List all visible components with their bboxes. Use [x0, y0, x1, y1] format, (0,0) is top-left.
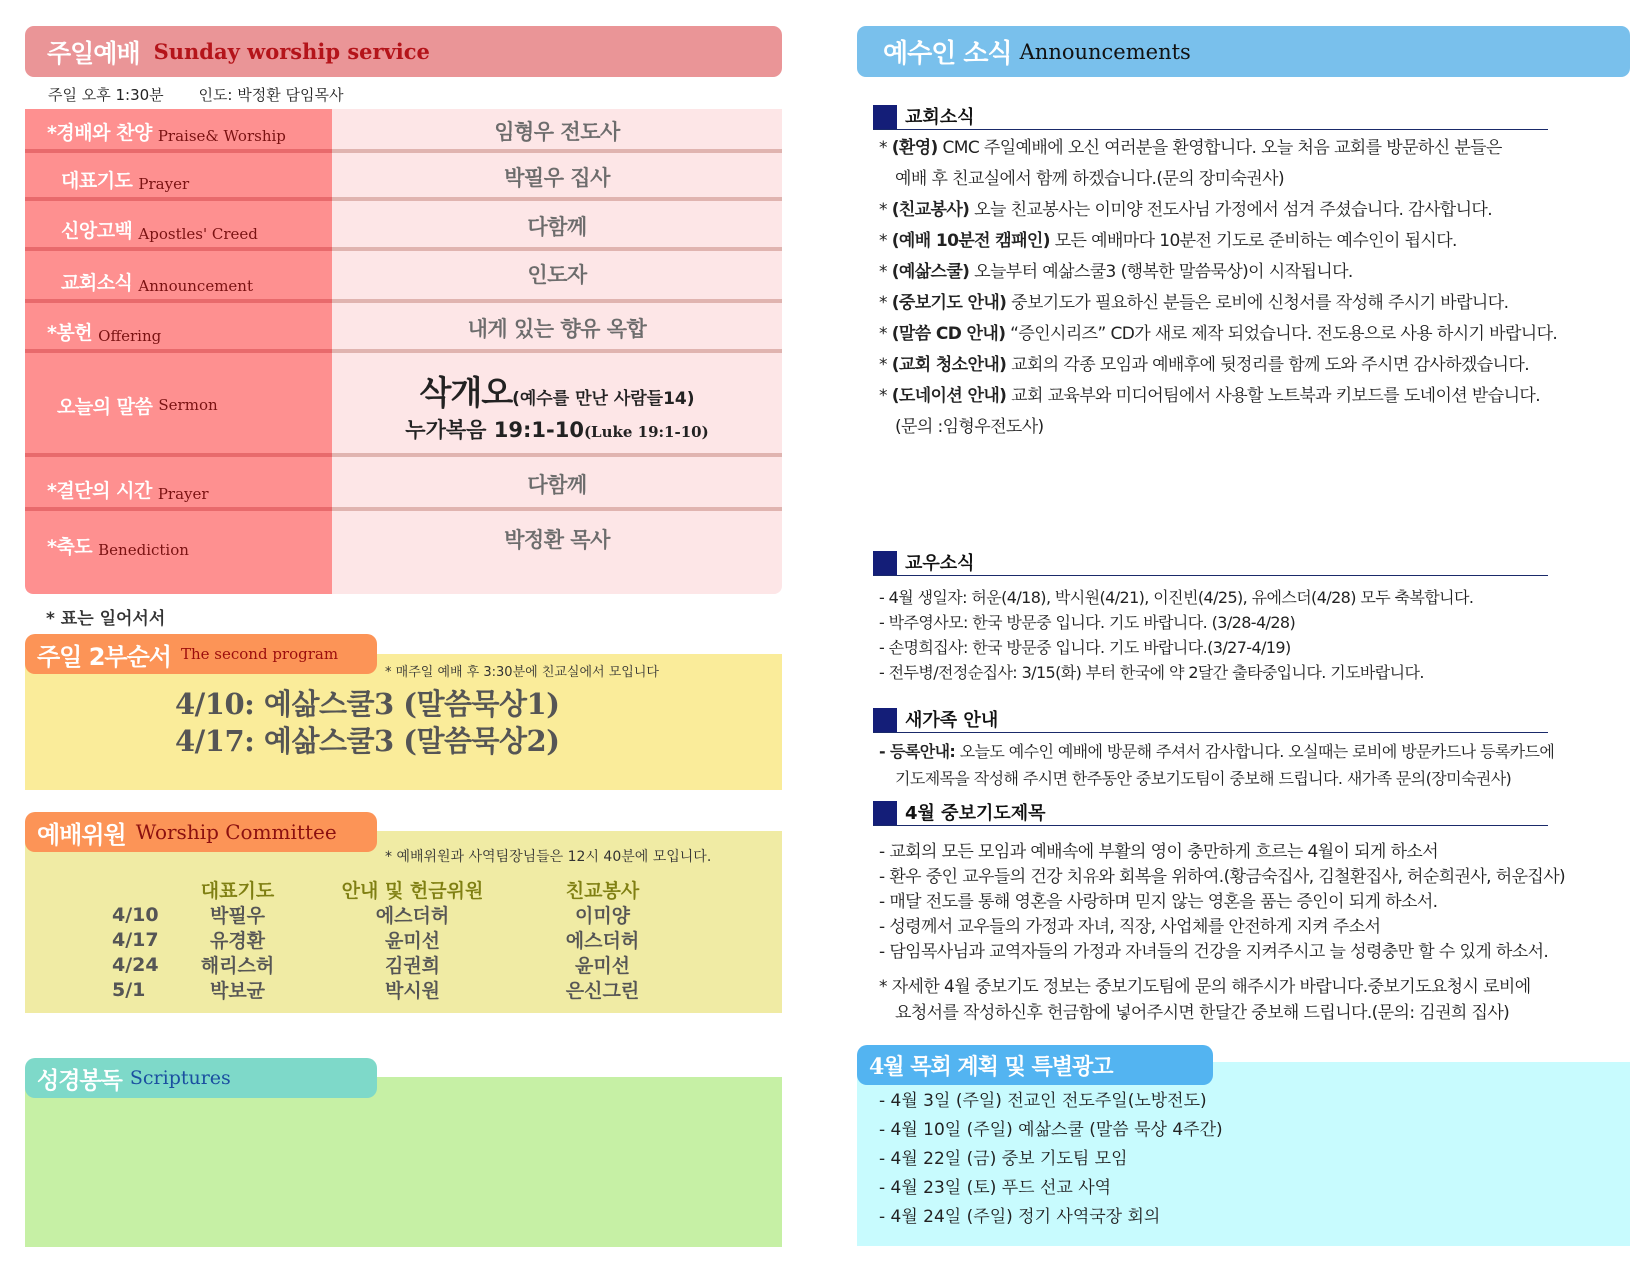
order-label: 교회소식 Announcement: [61, 272, 253, 295]
news-item-cont: 예배 후 친교실에서 함께 하겠습니다.(문의 장미숙권사): [895, 169, 1284, 189]
announcements-title-en: Announcements: [1019, 39, 1191, 64]
schedule-line: 4/10: 예삶스쿨3 (말씀묵상1): [175, 687, 560, 721]
order-label: 오늘의 말씀 Sermon: [57, 395, 218, 418]
worship-time: 주일 오후 1:30분: [48, 86, 164, 104]
news-item: * (중보기도 안내) 중보기도가 필요하신 분들은 로비에 신청서를 작성해 주시기 바랍니다.: [879, 293, 1509, 313]
prayer-note: * 자세한 4월 중보기도 정보는 중보기도팀에 문의 해주시가 바랍니다.중보기도요청시 로비에 요청서를 작성하신후 헌금함에 넣어주시면 한달간 중보해 드립니다.(문의: 김권희 집사): [879, 977, 1531, 1023]
church-news-list: [879, 133, 1557, 443]
announcements-title-ko: 예수인 소식: [883, 39, 1012, 69]
scripture-title-ko: 성경봉독: [37, 1067, 122, 1094]
section-square-icon: [873, 551, 897, 575]
section-square-icon: [873, 105, 897, 129]
order-label: 신앙고백 Apostles' Creed: [61, 220, 258, 243]
order-label: *결단의 시간 Prayer: [47, 480, 209, 503]
member-news-item: - 손명희집사: 한국 방문중 입니다. 기도 바랍니다.(3/27-4/19): [879, 638, 1291, 657]
order-label: *축도 Benediction: [47, 536, 189, 559]
prayer-item: - 환우 중인 교우들의 건강 치유와 회복을 위하여.(황금숙집사, 김철환집사, 허순희권사, 허운집사): [879, 867, 1566, 887]
order-value: 인도자: [527, 263, 587, 287]
new-family-title: 새가족 안내: [873, 709, 1548, 733]
news-item: * (예배 10분전 캠패인) 모든 예배마다 10분전 기도로 준비하는 예수인이 됩시다.: [879, 231, 1457, 251]
plan-item: - 4월 22일 (금) 중보 기도팀 모임: [879, 1149, 1128, 1169]
committee-tab: [25, 812, 377, 852]
news-item: * (예삶스쿨) 오늘부터 예삶스쿨3 (행복한 말씀묵상)이 시작됩니다.: [879, 262, 1353, 282]
prayer-list: [879, 840, 1565, 965]
second-program-tab: [25, 634, 377, 674]
order-value: 다함께: [527, 473, 587, 497]
plan-item: - 4월 3일 (주일) 전교인 전도주일(노방전도): [879, 1091, 1207, 1111]
committee-note: * 예배위원과 사역팀장님들은 12시 40분에 모입니다.: [385, 849, 712, 865]
member-news-title: 교우소식: [873, 552, 1548, 576]
prayer-item: - 성령께서 교우들의 가정과 자녀, 직장, 사업체를 안전하게 지켜 주소서: [879, 917, 1381, 937]
second-program-note: * 매주일 예배 후 3:30분에 친교실에서 모입니다: [385, 665, 659, 680]
second-program-title-ko: 주일 2부순서: [37, 642, 171, 671]
order-value: 임형우 전도사: [494, 120, 620, 144]
april-plan-tab: [857, 1045, 1213, 1085]
sermon-scripture: 누가복음 19:1-10: [405, 417, 584, 442]
sermon-title: 삭개오: [419, 372, 513, 412]
announcements-header: [857, 26, 1630, 77]
order-value: 박필우 집사: [504, 166, 610, 190]
committee-title-ko: 예배위원: [37, 820, 126, 849]
plan-item: - 4월 24일 (주일) 정기 사역국장 회의: [879, 1207, 1161, 1227]
order-row-announcement: [25, 251, 782, 303]
section-square-icon: [873, 708, 897, 732]
order-label: *경배와 찬양 Praise& Worship: [47, 122, 286, 145]
plan-item: - 4월 10일 (주일) 예삶스쿨 (말씀 묵상 4주간): [879, 1120, 1223, 1140]
prayer-item: - 매달 전도를 통해 영혼을 사랑하며 믿지 않는 영혼을 품는 증인이 되게 하소서.: [879, 892, 1438, 912]
plan-item: - 4월 23일 (토) 푸드 선교 사역: [879, 1178, 1112, 1198]
committee-table: [95, 877, 680, 1002]
news-item: * (친교봉사) 오늘 친교봉사는 이미양 전도사님 가정에서 섬겨 주셨습니다. 감사합니다.: [879, 200, 1493, 220]
news-item: * (말씀 CD 안내) “증인시리즈” CD가 새로 제작 되었습니다. 전도용으로 사용 하시기 바랍니다.: [879, 324, 1558, 344]
second-program-title-en: The second program: [180, 645, 339, 663]
order-row-offering: [25, 303, 782, 353]
new-family-text: - 등록안내: 오늘도 예수인 예배에 방문해 주셔서 감사합니다. 오실때는 로비에 방문카드나 등록카드에 기도제목을 작성해 주시면 한주동안 중보기도팀이 중보해 드립니다. 새가족 문의(장미숙권사): [879, 742, 1555, 788]
committee-title-en: Worship Committee: [135, 820, 337, 844]
order-row-creed: [25, 201, 782, 251]
worship-leader: 인도: 박정환 담임목사: [198, 86, 344, 104]
committee-row: 4/24 해리스허 김권희 윤미선: [112, 953, 631, 977]
member-news-item: - 전두병/전정순집사: 3/15(화) 부터 한국에 약 2달간 출타중입니다. 기도바랍니다.: [879, 663, 1424, 682]
order-label: 대표기도 Prayer: [61, 170, 190, 193]
order-value: 다함께: [527, 215, 587, 239]
news-item: * (교회 청소안내) 교회의 각종 모임과 예배후에 뒷정리를 함께 도와 주시면 감사하겠습니다.: [879, 355, 1530, 375]
sermon-scripture-en: (Luke 19:1-10): [583, 422, 709, 441]
order-row-praise: [25, 109, 782, 153]
sermon-info: [332, 367, 782, 444]
section-square-icon: [873, 801, 897, 825]
order-row-decision: [25, 457, 782, 511]
committee-row: 5/1 박보균 박시원 은신그린: [112, 978, 640, 1002]
member-news-list: [879, 585, 1473, 685]
scripture-title-en: Scriptures: [129, 1067, 231, 1089]
worship-title-en: Sunday worship service: [153, 39, 430, 64]
committee-row: 4/17 유경환 윤미선 에스더허: [112, 928, 640, 952]
news-item: * (도네이션 안내) 교회 교육부와 미디어팀에서 사용할 노트북과 키보드를 도네이션 받습니다.: [879, 386, 1541, 406]
order-value: 박정환 목사: [504, 528, 610, 552]
scripture-tab: [25, 1058, 377, 1098]
news-item: * (환영) CMC 주일예배에 오신 여러분을 환영합니다. 오늘 처음 교회를 방문하신 분들은: [879, 138, 1502, 158]
news-item-cont: (문의 :임형우전도사): [895, 417, 1044, 437]
order-value: 내게 있는 향유 옥합: [467, 317, 647, 341]
sermon-subtitle: (예수를 만난 사람들14): [512, 388, 695, 409]
church-news-title: 교회소식: [873, 106, 1548, 130]
schedule-line: 4/17: 예삶스쿨3 (말씀묵상2): [175, 724, 560, 758]
standing-note: * 표는 일어서서: [46, 609, 166, 629]
scripture-panel: [25, 1077, 782, 1247]
worship-header: [25, 26, 782, 77]
order-of-worship-table: [25, 109, 782, 594]
prayer-item: - 담임목사님과 교역자들의 가정과 자녀들의 건강을 지켜주시고 늘 성령충만 할 수 있게 하소서.: [879, 942, 1549, 962]
april-plan-title: 4월 목회 계획 및 특별광고: [869, 1053, 1113, 1080]
order-row-sermon: [25, 353, 782, 457]
committee-header-row: 대표기도 안내 및 헌금위원 친교봉사: [200, 880, 640, 902]
order-label: *봉헌 Offering: [47, 322, 162, 345]
member-news-item: - 4월 생일자: 허운(4/18), 박시원(4/21), 이진빈(4/25), 유에스더(4/28) 모두 축복합니다.: [879, 588, 1474, 607]
member-news-item: - 박주영사모: 한국 방문중 입니다. 기도 바랍니다. (3/28-4/28): [879, 613, 1296, 632]
second-program-schedule: [175, 686, 559, 760]
order-row-prayer: [25, 153, 782, 201]
worship-info: [48, 84, 343, 105]
prayer-item: - 교회의 모든 모임과 예배속에 부활의 영이 충만하게 흐르는 4월이 되게 하소서: [879, 842, 1439, 862]
april-plan-list: [879, 1087, 1223, 1232]
prayer-title: 4월 중보기도제목: [873, 802, 1548, 826]
order-row-benediction: [25, 511, 782, 567]
committee-row: 4/10 박필우 에스더허 이미양: [112, 903, 631, 927]
worship-title-ko: 주일예배: [47, 38, 140, 68]
